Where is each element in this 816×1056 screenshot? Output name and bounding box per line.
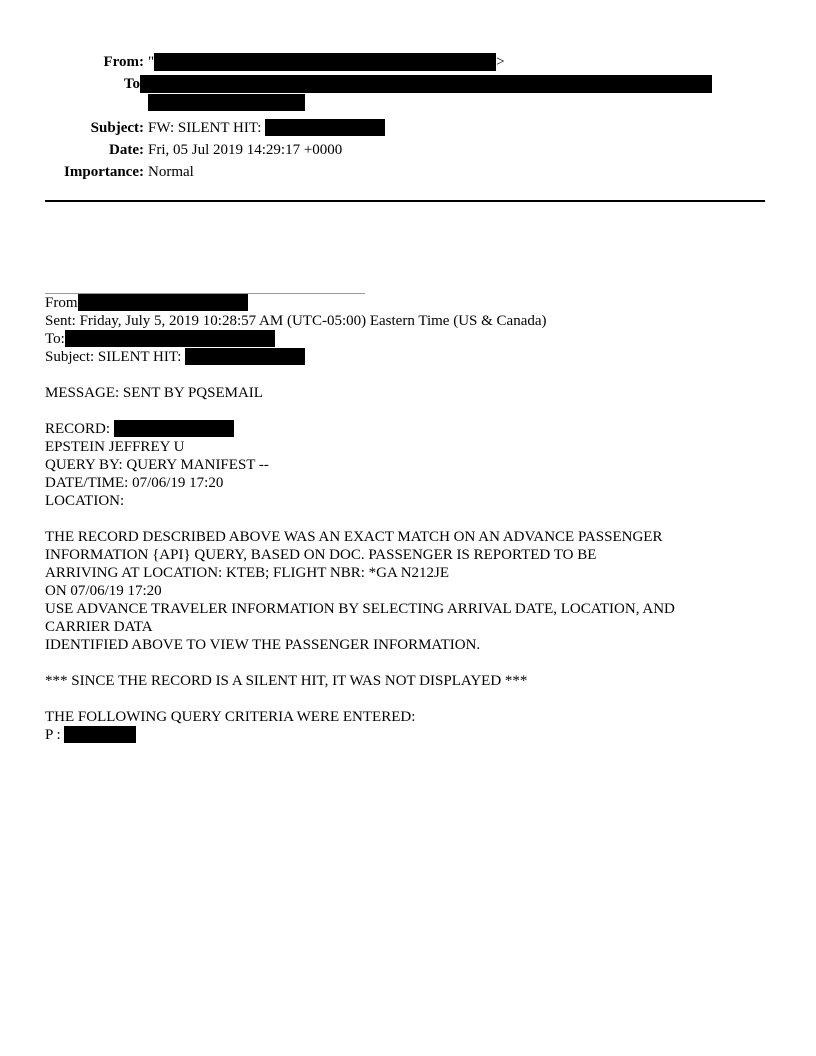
paragraph-line: THE RECORD DESCRIBED ABOVE WAS AN EXACT MATCH ON AN ADVANCE PASSENGER <box>45 529 663 545</box>
message-sent-by: MESSAGE: SENT BY PQSEMAIL <box>45 385 263 401</box>
from-suffix: > <box>496 54 505 70</box>
silent-hit-notice: *** SINCE THE RECORD IS A SILENT HIT, IT WAS NOT DISPLAYED *** <box>45 673 528 689</box>
header-to-value-continued <box>148 94 305 112</box>
redaction-block <box>78 294 248 311</box>
header-to-label: To <box>123 76 140 92</box>
redaction-block <box>148 94 305 111</box>
header-date-value: Fri, 05 Jul 2019 14:29:17 +0000 <box>148 142 343 158</box>
forwarded-subject-line <box>45 348 775 366</box>
forwarded-from-line <box>45 294 775 312</box>
header-from-value <box>148 53 505 71</box>
from-prefix: " <box>148 54 155 70</box>
header-to-value <box>140 75 712 93</box>
query-by-line: QUERY BY: QUERY MANIFEST -- <box>45 457 269 473</box>
forwarded-from-label: From <box>45 295 78 311</box>
paragraph-line: ON 07/06/19 17:20 <box>45 583 162 599</box>
redaction-block <box>265 119 385 136</box>
paragraph-line: CARRIER DATA <box>45 619 153 635</box>
forwarded-to-label: To: <box>45 331 65 347</box>
header-to-row <box>0 75 816 115</box>
redaction-block <box>154 53 496 71</box>
p-label: P : <box>45 727 61 743</box>
header-date-label: Date: <box>109 142 144 158</box>
record-name: EPSTEIN JEFFREY U <box>45 439 185 455</box>
header-importance-label: Importance: <box>64 164 144 180</box>
email-header <box>0 53 816 185</box>
redaction-block <box>65 330 275 347</box>
email-body <box>45 294 775 744</box>
subject-text: FW: SILENT HIT: <box>148 120 262 136</box>
forwarded-to-line <box>45 330 775 348</box>
header-date-row <box>0 141 816 159</box>
query-criteria-heading: THE FOLLOWING QUERY CRITERIA WERE ENTERED: <box>45 709 416 725</box>
paragraph-line: USE ADVANCE TRAVELER INFORMATION BY SELECTING ARRIVAL DATE, LOCATION, AND <box>45 601 675 617</box>
header-from-label: From: <box>103 54 144 70</box>
paragraph-line: ARRIVING AT LOCATION: KTEB; FLIGHT NBR: *GA N212JE <box>45 565 450 581</box>
p-criteria-line <box>45 726 775 744</box>
forwarded-subject-label: Subject: SILENT HIT: <box>45 349 182 365</box>
forwarded-sent-line: Sent: Friday, July 5, 2019 10:28:57 AM (UTC-05:00) Eastern Time (US & Canada) <box>45 313 547 329</box>
header-subject-label: Subject: <box>90 120 144 136</box>
header-importance-value: Normal <box>148 164 194 180</box>
redaction-block <box>185 348 305 365</box>
record-line <box>45 420 775 438</box>
header-from-row <box>0 53 816 71</box>
datetime-line: DATE/TIME: 07/06/19 17:20 <box>45 475 224 491</box>
header-subject-value <box>148 119 385 137</box>
redaction-block <box>114 420 234 437</box>
header-divider <box>45 200 765 202</box>
header-importance-row <box>0 163 816 181</box>
header-subject-row <box>0 119 816 137</box>
redaction-block <box>64 726 136 743</box>
redaction-block <box>140 75 712 93</box>
location-line: LOCATION: <box>45 493 125 509</box>
record-label: RECORD: <box>45 421 111 437</box>
paragraph-line: INFORMATION {API} QUERY, BASED ON DOC. PASSENGER IS REPORTED TO BE <box>45 547 597 563</box>
paragraph-line: IDENTIFIED ABOVE TO VIEW THE PASSENGER INFORMATION. <box>45 637 481 653</box>
